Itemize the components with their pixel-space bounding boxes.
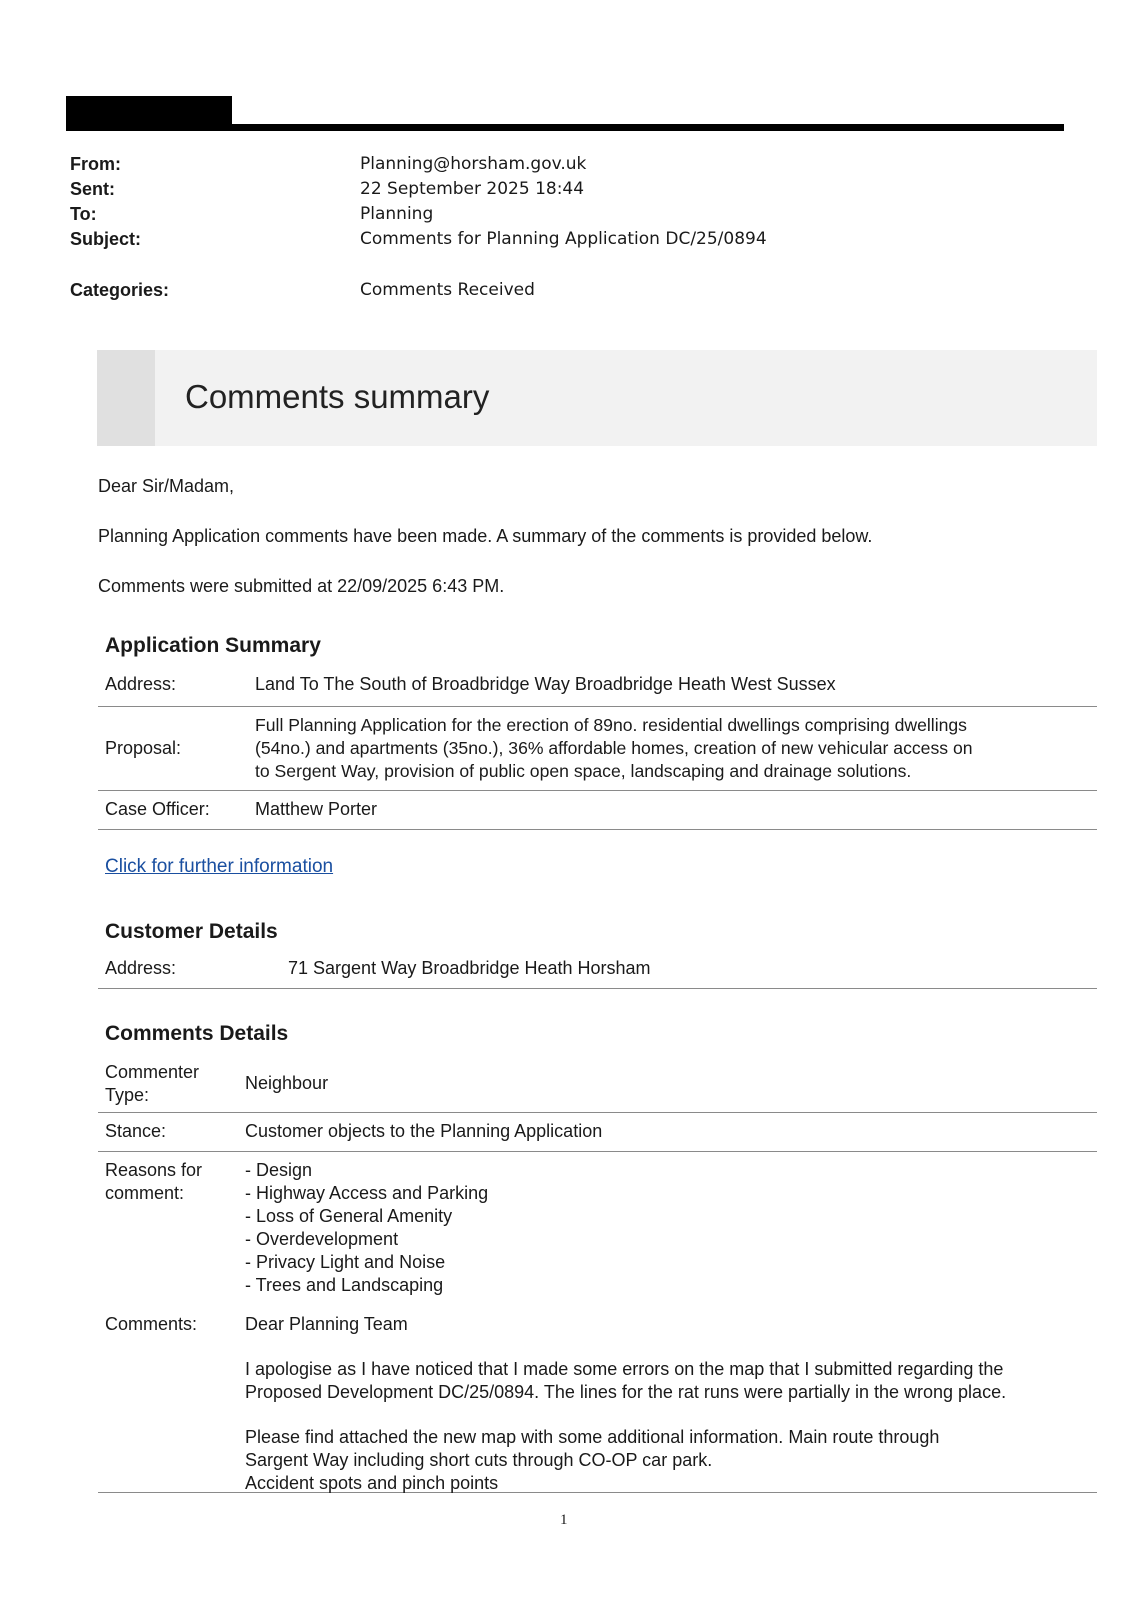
- subject-value: Comments for Planning Application DC/25/0894: [360, 229, 767, 249]
- further-information-link[interactable]: Click for further information: [105, 856, 334, 877]
- comments-line: Please find attached the new map with some additional information. Main route through: [245, 1427, 940, 1447]
- comments-line: Sargent Way including short cuts through CO-OP car park.: [245, 1450, 713, 1470]
- banner-accent-bar: [97, 350, 155, 446]
- proposal-label: Proposal:: [105, 738, 182, 758]
- proposal-row: [98, 707, 1097, 791]
- subject-label: Subject:: [70, 229, 142, 249]
- greeting: Dear Sir/Madam,: [98, 476, 235, 496]
- comments-text: [245, 1313, 1006, 1495]
- proposal-line: (54no.) and apartments (35no.), 36% affordable homes, creation of new vehicular access on: [255, 738, 973, 758]
- comments-line: I apologise as I have noticed that I made some errors on the map that I submitted regarding the: [245, 1359, 1004, 1379]
- page-number: 1: [560, 1512, 568, 1528]
- customer-details-heading: Customer Details: [105, 920, 278, 943]
- to-label: To:: [70, 204, 97, 224]
- stance-label: Stance:: [105, 1121, 167, 1141]
- customer-address-row: [98, 950, 1097, 989]
- comments-paragraph-1: [245, 1358, 1006, 1404]
- address-label: Address:: [105, 674, 177, 694]
- reason-item: - Loss of General Amenity: [245, 1206, 453, 1226]
- comments-paragraph-2: [245, 1426, 1006, 1495]
- header-rule: [66, 124, 1064, 131]
- sent-value: 22 September 2025 18:44: [360, 179, 585, 199]
- intro-line-1: Planning Application comments have been made. A summary of the comments is provided below.: [98, 526, 873, 546]
- application-summary-heading: Application Summary: [105, 634, 321, 657]
- comments-details-heading: Comments Details: [105, 1022, 289, 1045]
- customer-address-value: 71 Sargent Way Broadbridge Heath Horsham: [288, 958, 651, 978]
- case-officer-label: Case Officer:: [105, 799, 210, 819]
- commenter-type-row: [98, 1054, 1097, 1113]
- reasons-row: [98, 1152, 1097, 1302]
- reasons-label: [105, 1159, 202, 1205]
- intro-line-2: Comments were submitted at 22/09/2025 6:43 PM.: [98, 576, 505, 596]
- comments-line: Proposed Development DC/25/0894. The lines for the rat runs were partially in the wrong place.: [245, 1382, 1007, 1402]
- reason-item: - Overdevelopment: [245, 1229, 399, 1249]
- commenter-type-label-line: Type:: [105, 1085, 150, 1105]
- reasons-label-line: Reasons for: [105, 1160, 203, 1180]
- reasons-label-line: comment:: [105, 1183, 185, 1203]
- sent-label: Sent:: [70, 179, 115, 199]
- stance-row: [98, 1113, 1097, 1152]
- categories-value: Comments Received: [360, 280, 535, 300]
- from-value: Planning@horsham.gov.uk: [360, 154, 587, 174]
- address-row: [98, 666, 1097, 707]
- banner-title: Comments summary: [185, 378, 490, 415]
- stance-value: Customer objects to the Planning Application: [245, 1121, 603, 1141]
- to-value: Planning: [360, 204, 434, 224]
- proposal-line: Full Planning Application for the erection of 89no. residential dwellings comprising dwellings: [255, 715, 967, 735]
- categories-label: Categories:: [70, 280, 170, 300]
- proposal-value: [255, 714, 973, 783]
- comments-row: [98, 1306, 1097, 1493]
- comments-line: Accident spots and pinch points: [245, 1473, 499, 1493]
- commenter-type-value: Neighbour: [245, 1073, 329, 1093]
- reason-item: - Design: [245, 1160, 313, 1180]
- comments-salutation: Dear Planning Team: [245, 1314, 408, 1334]
- proposal-line: to Sergent Way, provision of public open space, landscaping and drainage solutions.: [255, 761, 912, 781]
- reasons-list: [245, 1159, 488, 1297]
- reason-item: - Highway Access and Parking: [245, 1183, 489, 1203]
- customer-address-label: Address:: [105, 958, 177, 978]
- address-value: Land To The South of Broadbridge Way Broadbridge Heath West Sussex: [255, 674, 836, 694]
- reason-item: - Privacy Light and Noise: [245, 1252, 446, 1272]
- from-label: From:: [70, 154, 121, 174]
- reason-item: - Trees and Landscaping: [245, 1275, 444, 1295]
- case-officer-value: Matthew Porter: [255, 799, 378, 819]
- commenter-type-label-line: Commenter: [105, 1062, 200, 1082]
- commenter-type-label: [105, 1061, 199, 1107]
- case-officer-row: [98, 791, 1097, 830]
- comments-label: Comments:: [105, 1314, 198, 1334]
- summary-banner: [97, 350, 1097, 446]
